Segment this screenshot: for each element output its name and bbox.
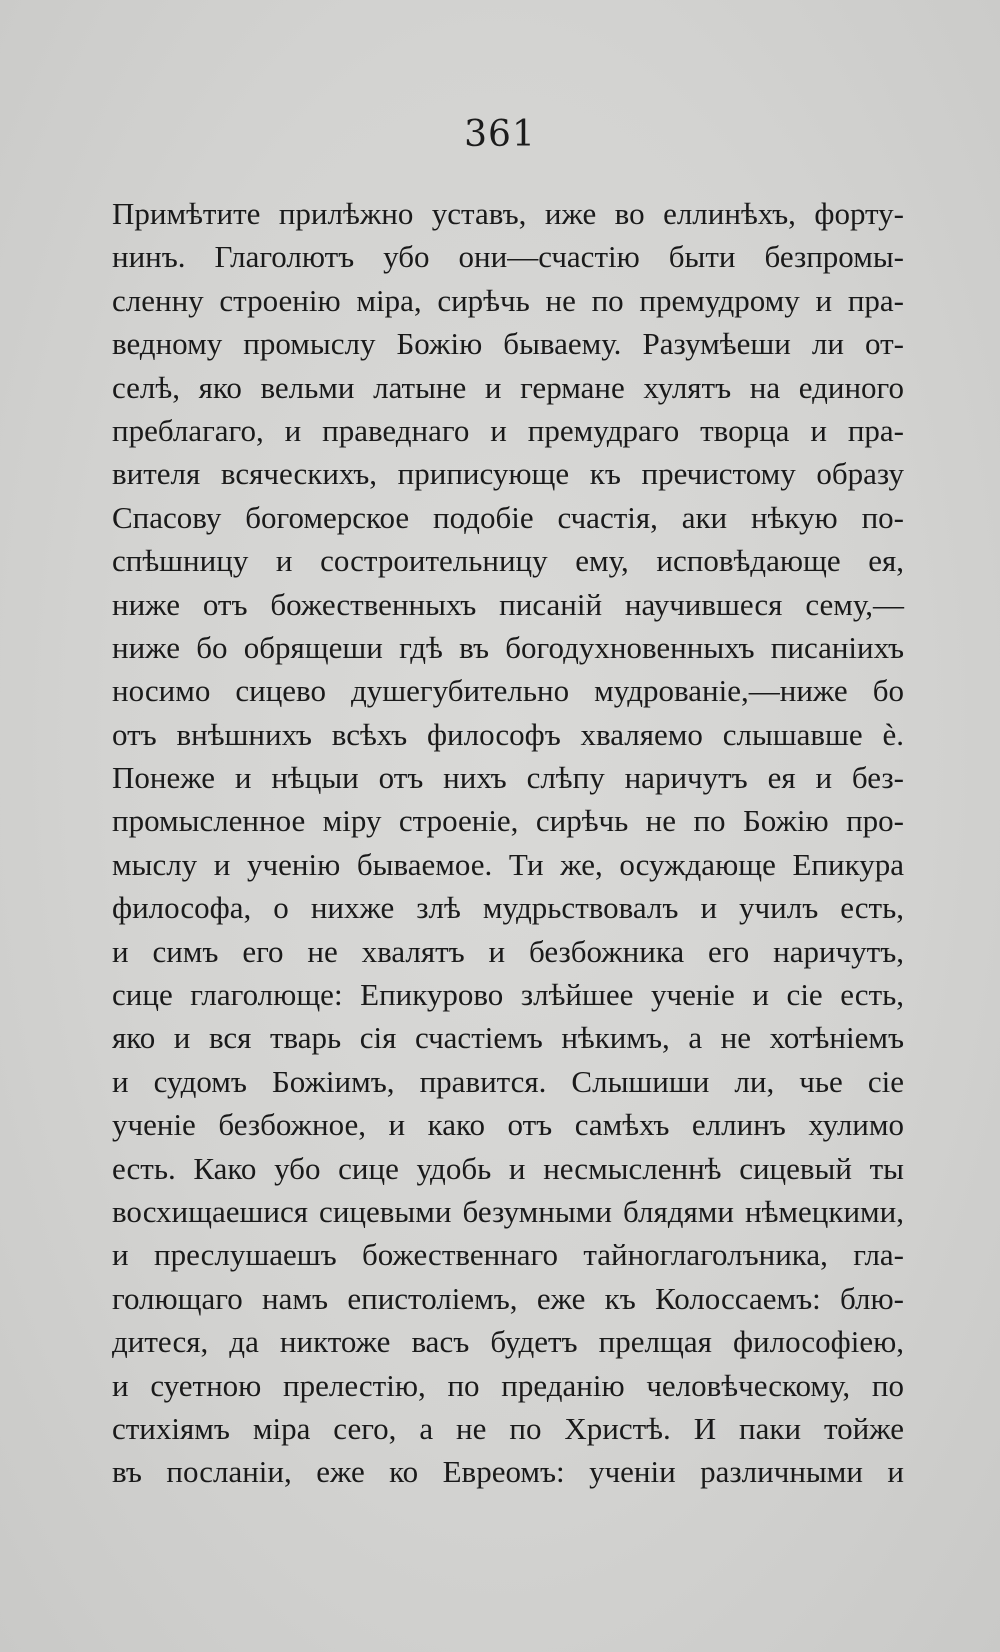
text-line: стихіямъ міра сего, а не по Христѣ. И паки тойже [112, 1410, 904, 1446]
text-line: яко и вся тварь сія счастіемъ нѣкимъ, а не хотѣніемъ [112, 1020, 904, 1056]
text-line: дитеся, да никтоже васъ будетъ прелщая философіею, [112, 1324, 904, 1360]
text-line: ученіе безбожное, и како отъ самѣхъ еллинъ хулимо [112, 1107, 904, 1143]
text-line: Спасову богомерское подобіе счастія, аки нѣкую по- [112, 499, 904, 535]
text-line: восхищаешися сицевыми безумными блядями нѣмецкими, [112, 1193, 904, 1229]
text-line: преблагаго, и праведнаго и премудраго творца и пра- [112, 412, 904, 448]
page-number: 361 [464, 114, 536, 155]
text-line: ниже отъ божественныхъ писаній научившеся сему,— [112, 586, 904, 622]
text-line: и суетною прелестію, по преданію человѣческому, по [112, 1367, 904, 1403]
text-line: сице глаголюще: Епикурово злѣйшее ученіе и сіе есть, [112, 977, 904, 1013]
text-line: въ посланіи, еже ко Евреомъ: ученіи различными и [112, 1454, 904, 1490]
text-line: есть. Како убо сице удобь и несмысленнѣ сицевый ты [112, 1150, 904, 1186]
text-line: ведному промыслу Божію бываему. Разумѣеши ли от- [112, 326, 904, 362]
text-line: отъ внѣшнихъ всѣхъ философъ хваляемо слышавше ѐ. [112, 716, 904, 752]
text-line: голющаго намъ епистоліемъ, еже къ Колоссаемъ: блю- [112, 1280, 904, 1316]
text-line: нинъ. Глаголютъ убо они—счастію быти безпромы- [112, 239, 904, 275]
text-line: философа, о нихже злѣ мудрьствовалъ и училъ есть, [112, 890, 904, 926]
text-line: и судомъ Божіимъ, правится. Слышиши ли, чье сіе [112, 1063, 904, 1099]
body-text [112, 192, 904, 1494]
text-line: мыслу и ученію бываемое. Ти же, осуждающе Епикура [112, 846, 904, 882]
text-line: ниже бо обрящеши гдѣ въ богодухновенныхъ писаніихъ [112, 629, 904, 665]
text-line: селѣ, яко вельми латыне и германе хулятъ на единого [112, 369, 904, 405]
text-line: промысленное міру строеніе, сирѣчь не по Божію про- [112, 803, 904, 839]
text-line: носимо сицево душегубительно мудрованіе,—ниже бо [112, 673, 904, 709]
text-line: и симъ его не хвалятъ и безбожника его наричутъ, [112, 933, 904, 969]
text-line: Примѣтите прилѣжно уставъ, иже во еллинѣхъ, форту- [112, 196, 904, 231]
text-line: и преслушаешъ божественнаго тайноглаголъника, гла- [112, 1237, 904, 1273]
text-line: сленну строенію міра, сирѣчь не по премудрому и пра- [112, 282, 904, 318]
text-line: вителя всяческихъ, приписующе къ пречистому образу [112, 456, 904, 492]
text-line: Понеже и нѣцыи отъ нихъ слѣпу наричутъ ея и без- [112, 760, 904, 796]
text-line: спѣшницу и состроительницу ему, исповѣдающе ея, [112, 543, 904, 579]
